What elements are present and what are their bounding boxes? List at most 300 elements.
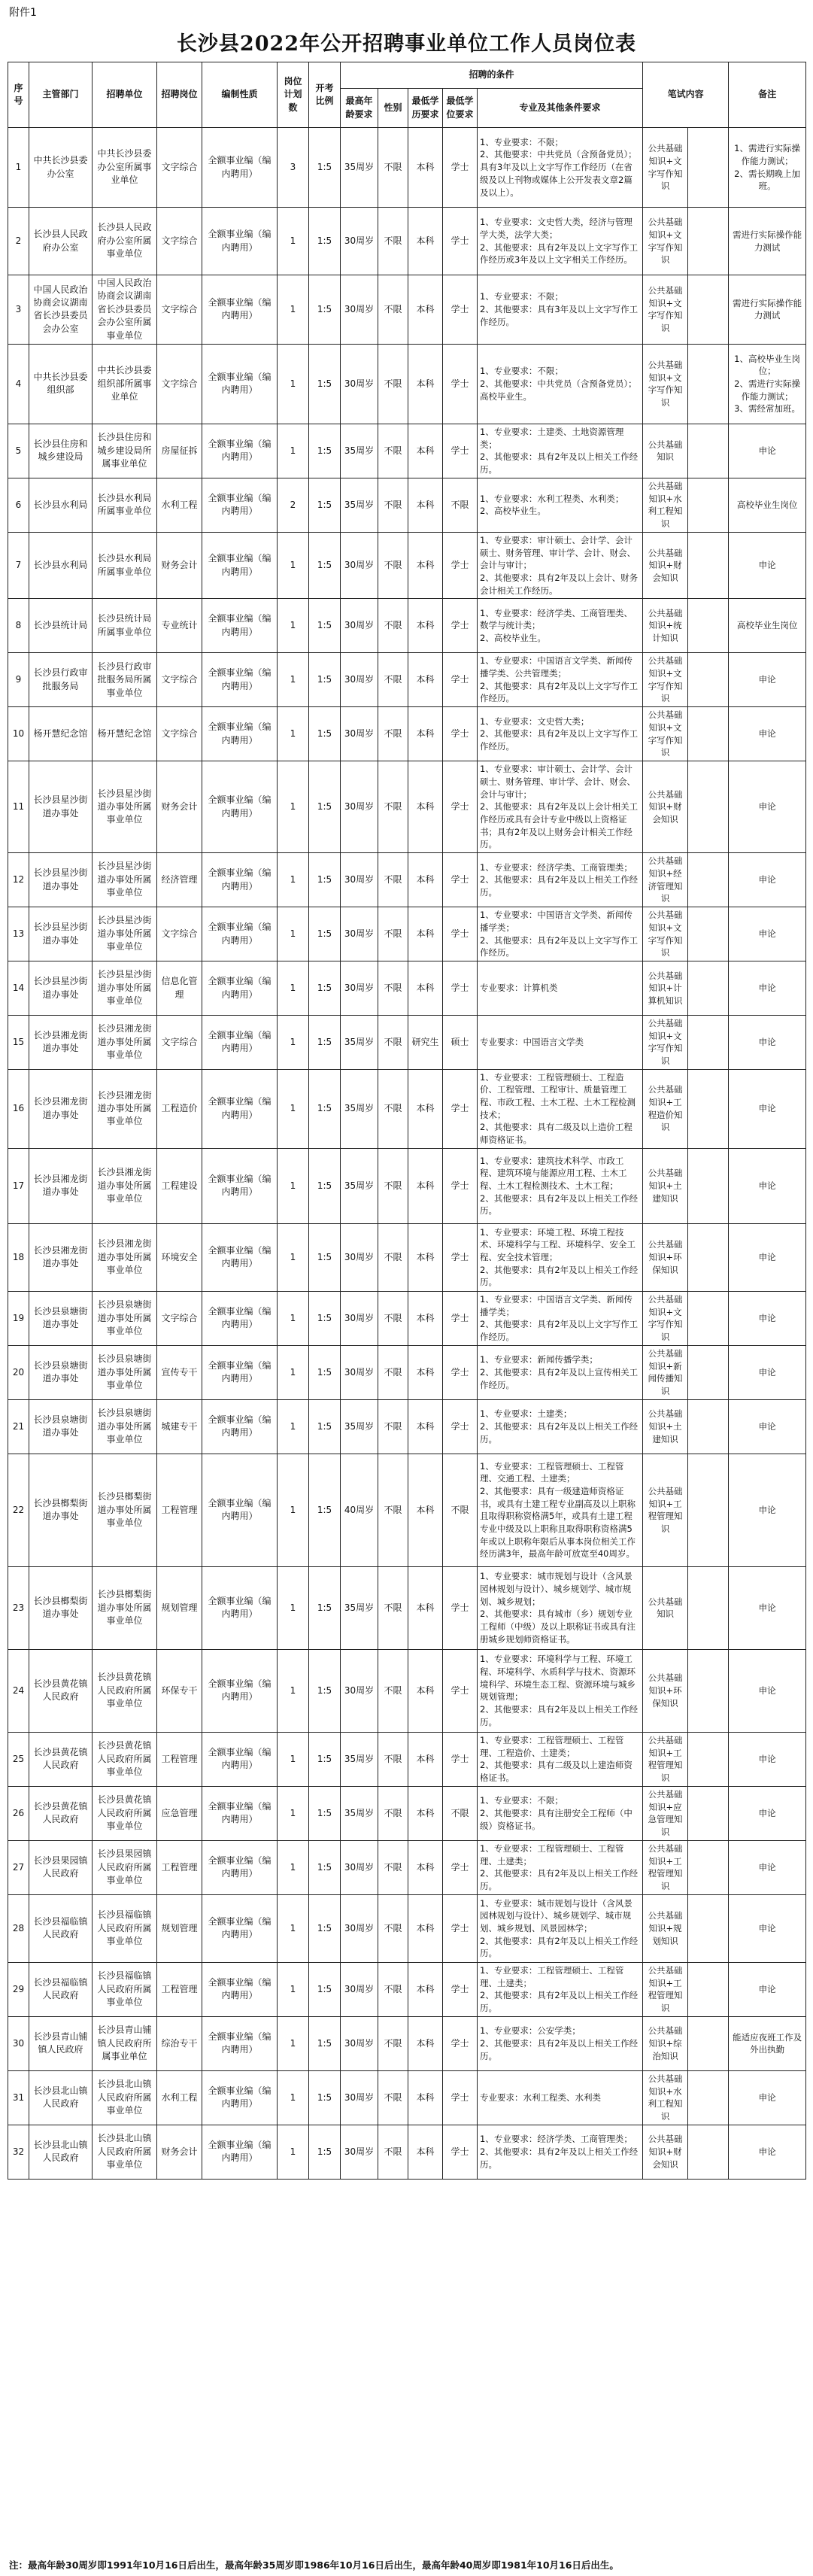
cell-age: 30周岁 <box>341 1894 378 1962</box>
cell-plan: 1 <box>278 1345 309 1399</box>
header-exam: 笔试内容 <box>643 62 729 128</box>
cell-degree: 学士 <box>443 1962 478 2016</box>
cell-unit: 长沙县行政审批服务局所属事业单位 <box>93 653 157 707</box>
cell-gender: 不限 <box>378 907 408 961</box>
table-row <box>8 1649 806 1732</box>
cell-degree: 学士 <box>443 653 478 707</box>
cell-post: 环保专干 <box>157 1649 202 1732</box>
cell-establishment: 全额事业编（编内聘用） <box>202 599 278 653</box>
cell-establishment: 全额事业编（编内聘用） <box>202 2070 278 2125</box>
cell-post: 宣传专干 <box>157 1345 202 1399</box>
cell-post: 财务会计 <box>157 2125 202 2179</box>
cell-age: 30周岁 <box>341 532 378 598</box>
cell-no: 23 <box>8 1566 29 1649</box>
cell-exam: 公共基础知识+文字写作知识 <box>643 208 688 275</box>
cell-dept: 长沙县星沙街道办事处 <box>29 907 93 961</box>
cell-ratio: 1:5 <box>309 653 341 707</box>
cell-exam: 公共基础知识+统计知识 <box>643 599 688 653</box>
cell-post: 信息化管理 <box>157 961 202 1016</box>
cell-remark: 申论 <box>729 2125 806 2179</box>
table-row <box>8 1454 806 1566</box>
cell-requirements: 1、专业要求：建筑技术科学、市政工程、建筑环境与能源应用工程、土木工程、土木工程检测技术、土木工程； 2、其他要求：具有2年及以上相关工作经历。 <box>478 1148 643 1223</box>
cell-dept: 长沙县黄花镇人民政府 <box>29 1786 93 1840</box>
cell-establishment: 全额事业编（编内聘用） <box>202 1786 278 1840</box>
cell-remark: 申论 <box>729 424 806 478</box>
cell-exam: 公共基础知识+文字写作知识 <box>643 1291 688 1345</box>
cell-remark: 1、需进行实际操作能力测试； 2、需长期晚上加班。 <box>729 128 806 208</box>
cell-exam: 公共基础知识+工程管理知识 <box>643 1454 688 1566</box>
cell-unit: 长沙县北山镇人民政府所属事业单位 <box>93 2125 157 2179</box>
cell-age: 40周岁 <box>341 1454 378 1566</box>
cell-post: 规划管理 <box>157 1894 202 1962</box>
cell-ratio: 1:5 <box>309 344 341 424</box>
cell-unit: 中共长沙县委办公室所属事业单位 <box>93 128 157 208</box>
cell-ratio: 1:5 <box>309 424 341 478</box>
cell-degree: 学士 <box>443 1148 478 1223</box>
cell-plan: 1 <box>278 2016 309 2070</box>
table-row <box>8 653 806 707</box>
cell-age: 35周岁 <box>341 1786 378 1840</box>
cell-ratio: 1:5 <box>309 532 341 598</box>
cell-no: 25 <box>8 1732 29 1786</box>
table-row <box>8 128 806 208</box>
cell-post: 工程建设 <box>157 1148 202 1223</box>
cell-no: 27 <box>8 1840 29 1894</box>
cell-establishment: 全额事业编（编内聘用） <box>202 2016 278 2070</box>
cell-education: 本科 <box>408 208 443 275</box>
cell-age: 35周岁 <box>341 1566 378 1649</box>
cell-establishment: 全额事业编（编内聘用） <box>202 907 278 961</box>
cell-plan: 1 <box>278 1223 309 1291</box>
cell-post: 财务会计 <box>157 761 202 853</box>
cell-education: 本科 <box>408 1732 443 1786</box>
cell-requirements: 1、专业要求：不限； 2、其他要求：具有3年及以上文字写作工作经历。 <box>478 275 643 345</box>
cell-ratio: 1:5 <box>309 1894 341 1962</box>
cell-requirements: 专业要求：水利工程类、水利类 <box>478 2070 643 2125</box>
cell-post: 工程管理 <box>157 1732 202 1786</box>
cell-requirements: 1、专业要求：环境科学与工程、环境工程、环境科学、水质科学与技术、资源环境科学、环境生态工程、资源环境与城乡规划管理； 2、其他要求：具有2年及以上相关工作经历。 <box>478 1649 643 1732</box>
cell-age: 30周岁 <box>341 653 378 707</box>
cell-dept: 长沙县北山镇人民政府 <box>29 2125 93 2179</box>
cell-remark: 申论 <box>729 1016 806 1070</box>
cell-unit: 长沙县星沙街道办事处所属事业单位 <box>93 853 157 907</box>
cell-age: 35周岁 <box>341 1148 378 1223</box>
cell-no: 20 <box>8 1345 29 1399</box>
cell-post: 财务会计 <box>157 532 202 598</box>
cell-education: 本科 <box>408 424 443 478</box>
cell-age: 30周岁 <box>341 208 378 275</box>
cell-unit: 中共长沙县委组织部所属事业单位 <box>93 344 157 424</box>
cell-requirements: 1、专业要求：经济学类、工商管理类； 2、其他要求：具有2年及以上相关工作经历。 <box>478 2125 643 2179</box>
cell-gender: 不限 <box>378 1894 408 1962</box>
cell-no: 10 <box>8 707 29 761</box>
cell-age: 30周岁 <box>341 1223 378 1291</box>
cell-dept: 长沙县北山镇人民政府 <box>29 2070 93 2125</box>
cell-education: 本科 <box>408 707 443 761</box>
cell-dept: 长沙县青山铺镇人民政府 <box>29 2016 93 2070</box>
cell-ratio: 1:5 <box>309 907 341 961</box>
cell-exam-extra <box>688 532 729 598</box>
cell-no: 26 <box>8 1786 29 1840</box>
cell-remark: 申论 <box>729 1069 806 1148</box>
cell-requirements: 1、专业要求：公安学类； 2、其他要求：具有2年及以上相关工作经历。 <box>478 2016 643 2070</box>
cell-gender: 不限 <box>378 532 408 598</box>
cell-gender: 不限 <box>378 2125 408 2179</box>
cell-requirements: 1、专业要求：文史哲大类； 2、其他要求：具有2年及以上文字写作工作经历。 <box>478 707 643 761</box>
cell-unit: 长沙县青山铺镇人民政府所属事业单位 <box>93 2016 157 2070</box>
attachment-label: 附件1 <box>9 7 37 19</box>
cell-unit: 长沙县星沙街道办事处所属事业单位 <box>93 907 157 961</box>
table-row <box>8 424 806 478</box>
cell-exam: 公共基础知识+文字写作知识 <box>643 128 688 208</box>
cell-degree: 学士 <box>443 1399 478 1454</box>
cell-remark: 申论 <box>729 1786 806 1840</box>
cell-no: 15 <box>8 1016 29 1070</box>
cell-requirements: 1、专业要求：土建类、土地资源管理类； 2、其他要求：具有2年及以上相关工作经历。 <box>478 424 643 478</box>
cell-establishment: 全额事业编（编内聘用） <box>202 2125 278 2179</box>
table-row <box>8 1566 806 1649</box>
cell-exam: 公共基础知识+土建知识 <box>643 1399 688 1454</box>
cell-establishment: 全额事业编（编内聘用） <box>202 1894 278 1962</box>
cell-requirements: 专业要求：中国语言文学类 <box>478 1016 643 1070</box>
cell-dept: 长沙县福临镇人民政府 <box>29 1894 93 1962</box>
cell-degree: 学士 <box>443 208 478 275</box>
cell-remark: 高校毕业生岗位 <box>729 478 806 532</box>
cell-age: 30周岁 <box>341 1649 378 1732</box>
cell-degree: 学士 <box>443 2125 478 2179</box>
cell-plan: 1 <box>278 2125 309 2179</box>
cell-requirements: 1、专业要求：中国语言文学类、新闻传播学类、公共管理类； 2、其他要求：具有2年及以上文字写作工作经历。 <box>478 653 643 707</box>
cell-requirements: 1、专业要求：环境工程、环境工程技术、环境科学与工程、环境科学、安全工程、安全技术管理； 2、其他要求：具有2年及以上相关工作经历。 <box>478 1223 643 1291</box>
cell-exam: 公共基础知识+综治知识 <box>643 2016 688 2070</box>
cell-gender: 不限 <box>378 1148 408 1223</box>
cell-dept: 中国人民政治协商会议湖南省长沙县委员会办公室 <box>29 275 93 345</box>
cell-establishment: 全额事业编（编内聘用） <box>202 344 278 424</box>
cell-education: 本科 <box>408 344 443 424</box>
cell-post: 规划管理 <box>157 1566 202 1649</box>
cell-education: 本科 <box>408 1894 443 1962</box>
cell-plan: 1 <box>278 907 309 961</box>
cell-exam: 公共基础知识+环保知识 <box>643 1223 688 1291</box>
cell-unit: 长沙县星沙街道办事处所属事业单位 <box>93 761 157 853</box>
cell-education: 本科 <box>408 1069 443 1148</box>
cell-dept: 长沙县星沙街道办事处 <box>29 961 93 1016</box>
cell-remark: 申论 <box>729 707 806 761</box>
cell-exam-extra <box>688 275 729 345</box>
header-degree: 最低学位要求 <box>443 89 478 128</box>
cell-dept: 杨开慧纪念馆 <box>29 707 93 761</box>
cell-exam: 公共基础知识+文字写作知识 <box>643 344 688 424</box>
cell-exam-extra <box>688 1399 729 1454</box>
cell-exam: 公共基础知识+文字写作知识 <box>643 907 688 961</box>
cell-education: 本科 <box>408 1649 443 1732</box>
cell-exam-extra <box>688 1345 729 1399</box>
cell-exam-extra <box>688 208 729 275</box>
cell-plan: 1 <box>278 1732 309 1786</box>
cell-degree: 不限 <box>443 478 478 532</box>
cell-degree: 学士 <box>443 1223 478 1291</box>
cell-dept: 长沙县榔梨街道办事处 <box>29 1566 93 1649</box>
cell-establishment: 全额事业编（编内聘用） <box>202 1069 278 1148</box>
cell-ratio: 1:5 <box>309 1786 341 1840</box>
cell-remark: 申论 <box>729 1649 806 1732</box>
cell-requirements: 1、专业要求：工程管理硕士、工程管理、工程造价、土建类； 2、其他要求：具有二级及以上建造师资格证书。 <box>478 1732 643 1786</box>
cell-post: 综治专干 <box>157 2016 202 2070</box>
cell-no: 1 <box>8 128 29 208</box>
cell-gender: 不限 <box>378 1732 408 1786</box>
cell-degree: 不限 <box>443 1786 478 1840</box>
cell-gender: 不限 <box>378 1786 408 1840</box>
cell-degree: 学士 <box>443 424 478 478</box>
cell-remark: 申论 <box>729 1291 806 1345</box>
cell-exam: 公共基础知识+工程管理知识 <box>643 1840 688 1894</box>
cell-unit: 长沙县泉塘街道办事处所属事业单位 <box>93 1345 157 1399</box>
cell-exam-extra <box>688 1454 729 1566</box>
cell-establishment: 全额事业编（编内聘用） <box>202 478 278 532</box>
cell-ratio: 1:5 <box>309 1732 341 1786</box>
cell-age: 30周岁 <box>341 599 378 653</box>
cell-establishment: 全额事业编（编内聘用） <box>202 532 278 598</box>
cell-plan: 1 <box>278 275 309 345</box>
cell-no: 7 <box>8 532 29 598</box>
cell-exam: 公共基础知识+文字写作知识 <box>643 1016 688 1070</box>
cell-post: 文字综合 <box>157 1291 202 1345</box>
cell-remark: 申论 <box>729 2070 806 2125</box>
cell-no: 22 <box>8 1454 29 1566</box>
cell-remark: 能适应夜班工作及外出执勤 <box>729 2016 806 2070</box>
cell-requirements: 1、专业要求：经济学类、工商管理类、数学与统计类； 2、高校毕业生。 <box>478 599 643 653</box>
cell-exam-extra <box>688 1016 729 1070</box>
cell-establishment: 全额事业编（编内聘用） <box>202 1840 278 1894</box>
cell-degree: 学士 <box>443 853 478 907</box>
cell-gender: 不限 <box>378 1649 408 1732</box>
cell-age: 30周岁 <box>341 1840 378 1894</box>
cell-education: 研究生 <box>408 1016 443 1070</box>
cell-plan: 1 <box>278 1566 309 1649</box>
cell-post: 房屋征拆 <box>157 424 202 478</box>
cell-gender: 不限 <box>378 208 408 275</box>
cell-establishment: 全额事业编（编内聘用） <box>202 275 278 345</box>
cell-requirements: 1、专业要求：中国语言文学类、新闻传播学类； 2、其他要求：具有2年及以上文字写作工作经历。 <box>478 907 643 961</box>
cell-ratio: 1:5 <box>309 1223 341 1291</box>
cell-education: 本科 <box>408 1840 443 1894</box>
cell-requirements: 1、专业要求：工程管理硕士、工程管理、土建类； 2、其他要求：具有2年及以上相关工作经历。 <box>478 1962 643 2016</box>
cell-establishment: 全额事业编（编内聘用） <box>202 761 278 853</box>
cell-age: 35周岁 <box>341 1399 378 1454</box>
cell-age: 30周岁 <box>341 275 378 345</box>
cell-establishment: 全额事业编（编内聘用） <box>202 128 278 208</box>
cell-ratio: 1:5 <box>309 1399 341 1454</box>
cell-no: 12 <box>8 853 29 907</box>
cell-remark: 申论 <box>729 1962 806 2016</box>
cell-exam-extra <box>688 424 729 478</box>
cell-ratio: 1:5 <box>309 707 341 761</box>
cell-dept: 长沙县湘龙街道办事处 <box>29 1223 93 1291</box>
cell-degree: 学士 <box>443 1069 478 1148</box>
cell-establishment: 全额事业编（编内聘用） <box>202 1148 278 1223</box>
cell-gender: 不限 <box>378 1840 408 1894</box>
cell-requirements: 1、专业要求：不限； 2、其他要求：中共党员（含预备党员）；高校毕业生。 <box>478 344 643 424</box>
cell-plan: 1 <box>278 1399 309 1454</box>
cell-plan: 1 <box>278 1649 309 1732</box>
cell-gender: 不限 <box>378 761 408 853</box>
cell-establishment: 全额事业编（编内聘用） <box>202 853 278 907</box>
cell-exam: 公共基础知识+文字写作知识 <box>643 653 688 707</box>
cell-exam: 公共基础知识+计算机知识 <box>643 961 688 1016</box>
cell-requirements: 1、专业要求：工程管理硕士、工程管理、交通工程、土建类； 2、其他要求：具有一级建造师资格证书，或具有土建工程专业副高及以上职称且取得职称资格满5年，或具有土建工程专业中级及以上职称且取得职称资格满5年或以上职称年限后从事本岗位相关工作经历满3年，最高年龄可放宽至40周岁。 <box>478 1454 643 1566</box>
cell-exam: 公共基础知识 <box>643 1566 688 1649</box>
cell-post: 水利工程 <box>157 478 202 532</box>
cell-unit: 杨开慧纪念馆 <box>93 707 157 761</box>
cell-exam-extra <box>688 1840 729 1894</box>
cell-post: 文字综合 <box>157 128 202 208</box>
cell-unit: 长沙县星沙街道办事处所属事业单位 <box>93 961 157 1016</box>
cell-age: 30周岁 <box>341 761 378 853</box>
table-row <box>8 1786 806 1840</box>
cell-post: 工程管理 <box>157 1840 202 1894</box>
cell-no: 24 <box>8 1649 29 1732</box>
header-age: 最高年龄要求 <box>341 89 378 128</box>
cell-ratio: 1:5 <box>309 1566 341 1649</box>
cell-gender: 不限 <box>378 1399 408 1454</box>
cell-no: 16 <box>8 1069 29 1148</box>
cell-no: 28 <box>8 1894 29 1962</box>
cell-remark: 需进行实际操作能力测试 <box>729 275 806 345</box>
cell-establishment: 全额事业编（编内聘用） <box>202 1649 278 1732</box>
cell-gender: 不限 <box>378 478 408 532</box>
cell-unit: 长沙县湘龙街道办事处所属事业单位 <box>93 1148 157 1223</box>
cell-exam-extra <box>688 1962 729 2016</box>
cell-gender: 不限 <box>378 128 408 208</box>
cell-exam: 公共基础知识+工程造价知识 <box>643 1069 688 1148</box>
cell-education: 本科 <box>408 961 443 1016</box>
cell-exam-extra <box>688 128 729 208</box>
cell-ratio: 1:5 <box>309 1962 341 2016</box>
cell-ratio: 1:5 <box>309 853 341 907</box>
cell-ratio: 1:5 <box>309 599 341 653</box>
cell-gender: 不限 <box>378 1223 408 1291</box>
cell-post: 环境安全 <box>157 1223 202 1291</box>
cell-post: 水利工程 <box>157 2070 202 2125</box>
cell-age: 30周岁 <box>341 853 378 907</box>
cell-unit: 长沙县北山镇人民政府所属事业单位 <box>93 2070 157 2125</box>
cell-age: 35周岁 <box>341 478 378 532</box>
cell-exam-extra <box>688 961 729 1016</box>
cell-remark: 申论 <box>729 961 806 1016</box>
cell-unit: 长沙县住房和城乡建设局所属事业单位 <box>93 424 157 478</box>
cell-post: 文字综合 <box>157 1016 202 1070</box>
table-row <box>8 1291 806 1345</box>
cell-age: 35周岁 <box>341 1069 378 1148</box>
cell-dept: 长沙县住房和城乡建设局 <box>29 424 93 478</box>
cell-exam: 公共基础知识+财会知识 <box>643 2125 688 2179</box>
cell-unit: 长沙县湘龙街道办事处所属事业单位 <box>93 1223 157 1291</box>
cell-plan: 3 <box>278 128 309 208</box>
cell-age: 30周岁 <box>341 344 378 424</box>
cell-exam-extra <box>688 344 729 424</box>
header-dept: 主管部门 <box>29 62 93 128</box>
cell-education: 本科 <box>408 1399 443 1454</box>
cell-unit: 长沙县泉塘街道办事处所属事业单位 <box>93 1399 157 1454</box>
cell-no: 31 <box>8 2070 29 2125</box>
cell-exam-extra <box>688 1786 729 1840</box>
cell-post: 文字综合 <box>157 208 202 275</box>
cell-unit: 长沙县湘龙街道办事处所属事业单位 <box>93 1016 157 1070</box>
cell-exam: 公共基础知识+工程管理知识 <box>643 1962 688 2016</box>
cell-age: 30周岁 <box>341 1291 378 1345</box>
table-body <box>8 128 806 2180</box>
header-plan: 岗位计划数 <box>278 62 309 128</box>
cell-gender: 不限 <box>378 1069 408 1148</box>
cell-exam-extra <box>688 2016 729 2070</box>
cell-plan: 2 <box>278 478 309 532</box>
cell-unit: 中国人民政治协商会议湖南省长沙县委员会办公室所属事业单位 <box>93 275 157 345</box>
cell-remark: 高校毕业生岗位 <box>729 599 806 653</box>
cell-degree: 学士 <box>443 2070 478 2125</box>
cell-plan: 1 <box>278 208 309 275</box>
header-establishment: 编制性质 <box>202 62 278 128</box>
cell-ratio: 1:5 <box>309 761 341 853</box>
cell-exam: 公共基础知识 <box>643 424 688 478</box>
cell-remark: 申论 <box>729 1223 806 1291</box>
cell-gender: 不限 <box>378 275 408 345</box>
cell-remark: 需进行实际操作能力测试 <box>729 208 806 275</box>
cell-no: 6 <box>8 478 29 532</box>
cell-plan: 1 <box>278 532 309 598</box>
cell-ratio: 1:5 <box>309 1840 341 1894</box>
cell-degree: 学士 <box>443 1649 478 1732</box>
cell-ratio: 1:5 <box>309 2125 341 2179</box>
cell-plan: 1 <box>278 761 309 853</box>
cell-requirements: 专业要求：计算机类 <box>478 961 643 1016</box>
cell-education: 本科 <box>408 1291 443 1345</box>
table-row <box>8 761 806 853</box>
cell-requirements: 1、专业要求：不限； 2、其他要求：具有注册安全工程师（中级）资格证书。 <box>478 1786 643 1840</box>
cell-remark: 申论 <box>729 1894 806 1962</box>
cell-unit: 长沙县黄花镇人民政府所属事业单位 <box>93 1649 157 1732</box>
cell-education: 本科 <box>408 1454 443 1566</box>
table-row <box>8 2070 806 2125</box>
cell-unit: 长沙县黄花镇人民政府所属事业单位 <box>93 1732 157 1786</box>
cell-dept: 长沙县人民政府办公室 <box>29 208 93 275</box>
table-row <box>8 344 806 424</box>
cell-remark: 1、高校毕业生岗位； 2、需进行实际操作能力测试； 3、需经常加班。 <box>729 344 806 424</box>
cell-gender: 不限 <box>378 344 408 424</box>
cell-education: 本科 <box>408 907 443 961</box>
cell-post: 文字综合 <box>157 707 202 761</box>
cell-ratio: 1:5 <box>309 961 341 1016</box>
cell-plan: 1 <box>278 1786 309 1840</box>
cell-no: 18 <box>8 1223 29 1291</box>
cell-dept: 中共长沙县委组织部 <box>29 344 93 424</box>
cell-unit: 长沙县福临镇人民政府所属事业单位 <box>93 1894 157 1962</box>
cell-education: 本科 <box>408 853 443 907</box>
cell-establishment: 全额事业编（编内聘用） <box>202 653 278 707</box>
table-row <box>8 1223 806 1291</box>
cell-establishment: 全额事业编（编内聘用） <box>202 424 278 478</box>
cell-degree: 学士 <box>443 1345 478 1399</box>
cell-degree: 学士 <box>443 1840 478 1894</box>
cell-no: 5 <box>8 424 29 478</box>
cell-exam: 公共基础知识+财会知识 <box>643 761 688 853</box>
cell-ratio: 1:5 <box>309 478 341 532</box>
table-row <box>8 478 806 532</box>
header-gender: 性别 <box>378 89 408 128</box>
cell-ratio: 1:5 <box>309 275 341 345</box>
cell-requirements: 1、专业要求：水利工程类、水利类； 2、高校毕业生。 <box>478 478 643 532</box>
cell-education: 本科 <box>408 128 443 208</box>
cell-degree: 学士 <box>443 1566 478 1649</box>
